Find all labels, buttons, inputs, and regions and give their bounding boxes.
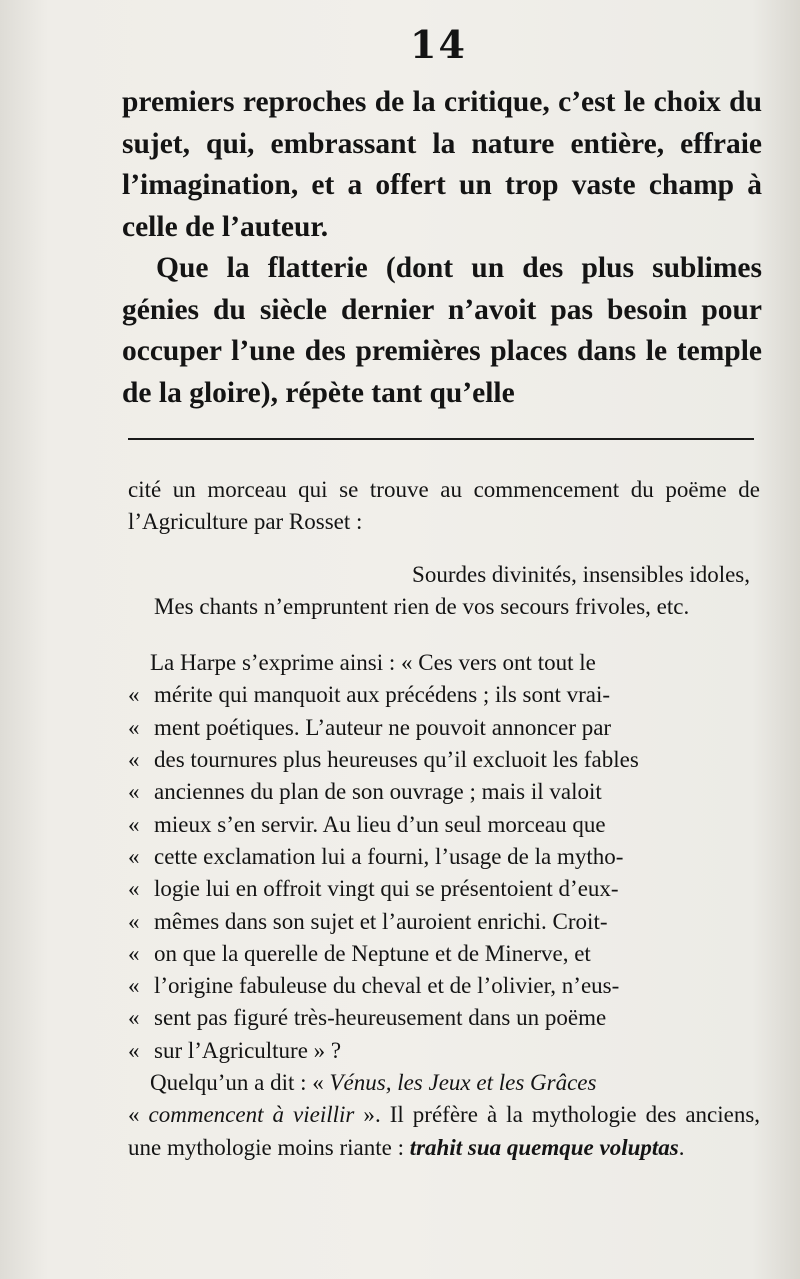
second-italic-3: trahit sua quemque voluptas bbox=[409, 1134, 679, 1160]
verse-quote bbox=[128, 559, 760, 624]
quote-line bbox=[128, 1002, 760, 1034]
second-italic-2: commencent à vieillir bbox=[148, 1102, 355, 1128]
footnote bbox=[128, 474, 760, 1164]
main-text bbox=[122, 82, 762, 414]
quote-line-text: l’origine fabuleuse du cheval et de l’olivier, n’eus- bbox=[154, 973, 620, 999]
second-italic-1: Vénus, les Jeux et les Grâces bbox=[329, 1070, 597, 1096]
second-end: . bbox=[678, 1134, 685, 1160]
quote-mark: « bbox=[128, 876, 140, 902]
quote-mark: « bbox=[128, 811, 140, 837]
quote-line-text: mêmes dans son sujet et l’auroient enrichi. Croit- bbox=[154, 908, 608, 934]
quote-line bbox=[128, 712, 760, 744]
quote-line bbox=[128, 938, 760, 970]
quote-line-text: ment poétiques. L’auteur ne pouvoit annoncer par bbox=[154, 714, 612, 740]
quote-mark: « bbox=[128, 940, 140, 966]
quote-mark: « bbox=[128, 843, 140, 869]
main-paragraph: Que la flatterie (dont un des plus sublimes génies du siècle dernier n’avoit pas besoin pour occuper l’une des premières places dans le temple de la gloire), répète tant qu’elle bbox=[122, 252, 762, 409]
second-close-mark: » bbox=[354, 1102, 375, 1128]
quote-line bbox=[128, 679, 760, 711]
quote-lines bbox=[128, 679, 760, 1067]
second-mid: . Il préfère à la mythologie des anciens, une mythologie moins riante : bbox=[128, 1102, 761, 1160]
quote-mark: « bbox=[128, 973, 140, 999]
quote-line-text: cette exclamation lui a fourni, l’usage de la mytho- bbox=[154, 843, 624, 869]
quote-mark: « bbox=[128, 1037, 140, 1063]
quote-line bbox=[128, 809, 760, 841]
quote-line-text: on que la querelle de Neptune et de Minerve, et bbox=[154, 940, 591, 966]
quote-line bbox=[128, 873, 760, 905]
quote-line bbox=[128, 1035, 760, 1067]
footnote-separator bbox=[128, 438, 754, 440]
verse-line-1: Sourdes divinités, insensibles idoles, bbox=[412, 561, 750, 587]
quote-line bbox=[128, 906, 760, 938]
quote-mark: « bbox=[128, 779, 140, 805]
quote-line-text: mérite qui manquoit aux précédens ; ils sont vrai- bbox=[154, 682, 611, 708]
footnote-intro: cité un morceau qui se trouve au commencement du poëme de l’Agriculture par Rosset : bbox=[128, 477, 760, 535]
quote-first-line: La Harpe s’exprime ainsi : « Ces vers ont tout le bbox=[150, 650, 596, 676]
la-harpe-quote bbox=[128, 647, 760, 1067]
quote-line-text: sent pas figuré très-heureusement dans un poëme bbox=[154, 1005, 607, 1031]
quote-mark: « bbox=[128, 714, 140, 740]
quote-line-text: mieux s’en servir. Au lieu d’un seul morceau que bbox=[154, 811, 606, 837]
quote-mark: « bbox=[128, 908, 140, 934]
quote-line bbox=[128, 776, 760, 808]
quote-mark: « bbox=[128, 1005, 140, 1031]
verse-line-2: Mes chants n’empruntent rien de vos secours frivoles, etc. bbox=[154, 593, 690, 619]
quote-line-text: des tournures plus heureuses qu’il excluoit les fables bbox=[154, 747, 639, 773]
main-paragraph-continued: premiers reproches de la critique, c’est le choix du sujet, qui, embrassant la nature entière, effraie l’imagination, et a offert un trop vaste champ à celle de l’auteur. bbox=[122, 86, 762, 243]
quote-mark: « bbox=[128, 682, 140, 708]
second-mark: « bbox=[128, 1102, 149, 1128]
quote-mark: « bbox=[128, 747, 140, 773]
page-number: 14 bbox=[410, 22, 467, 67]
quote-line-text: logie lui en offroit vingt qui se présentoient d’eux- bbox=[154, 876, 619, 902]
second-start: Quelqu’un a dit : « bbox=[150, 1070, 330, 1096]
quote-line bbox=[128, 744, 760, 776]
second-paragraph bbox=[128, 1067, 760, 1164]
quote-line bbox=[128, 970, 760, 1002]
quote-line bbox=[128, 841, 760, 873]
quote-line-text: anciennes du plan de son ouvrage ; mais il valoit bbox=[154, 779, 602, 805]
quote-line-text: sur l’Agriculture » ? bbox=[154, 1037, 342, 1063]
